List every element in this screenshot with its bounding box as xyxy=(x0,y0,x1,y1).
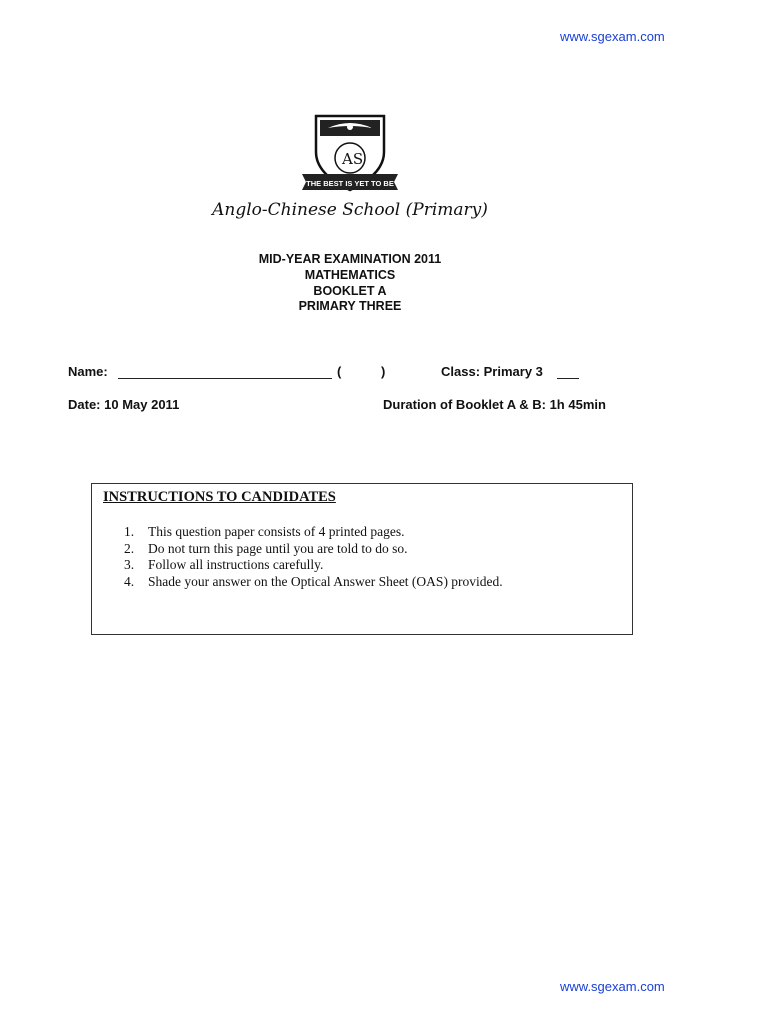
exam-booklet: BOOKLET A xyxy=(313,284,387,298)
school-crest-logo xyxy=(298,112,402,196)
index-paren-open: ( xyxy=(337,364,342,379)
crest-motto: THE BEST IS YET TO BE xyxy=(306,179,394,188)
school-name: Anglo-Chinese School (Primary) xyxy=(212,200,488,220)
instructions-heading: INSTRUCTIONS TO CANDIDATES xyxy=(103,489,336,505)
exam-level: PRIMARY THREE xyxy=(298,299,402,313)
website-link-top[interactable]: www.sgexam.com xyxy=(560,29,665,44)
index-paren-close: ) xyxy=(381,364,386,379)
instructions-list xyxy=(124,524,503,590)
name-field[interactable] xyxy=(118,378,332,379)
exam-subject: MATHEMATICS xyxy=(304,268,396,282)
class-label: Class: Primary 3 xyxy=(441,364,543,379)
crest-monogram: AS xyxy=(342,150,364,168)
instruction-item: 1. This question paper consists of 4 printed pages. xyxy=(124,524,405,539)
instruction-item: 4. Shade your answer on the Optical Answer Sheet (OAS) provided. xyxy=(124,573,503,589)
name-label: Name: xyxy=(68,364,108,379)
class-field[interactable] xyxy=(557,378,579,379)
website-link-bottom[interactable]: www.sgexam.com xyxy=(560,979,665,994)
instruction-item: 2. Do not turn this page until you are told to do so. xyxy=(124,540,408,556)
duration-label: Duration of Booklet A & B: 1h 45min xyxy=(383,397,606,412)
date-label: Date: 10 May 2011 xyxy=(68,397,180,412)
instruction-item: 3. Follow all instructions carefully. xyxy=(124,557,324,572)
exam-title: MID-YEAR EXAMINATION 2011 xyxy=(258,252,442,266)
